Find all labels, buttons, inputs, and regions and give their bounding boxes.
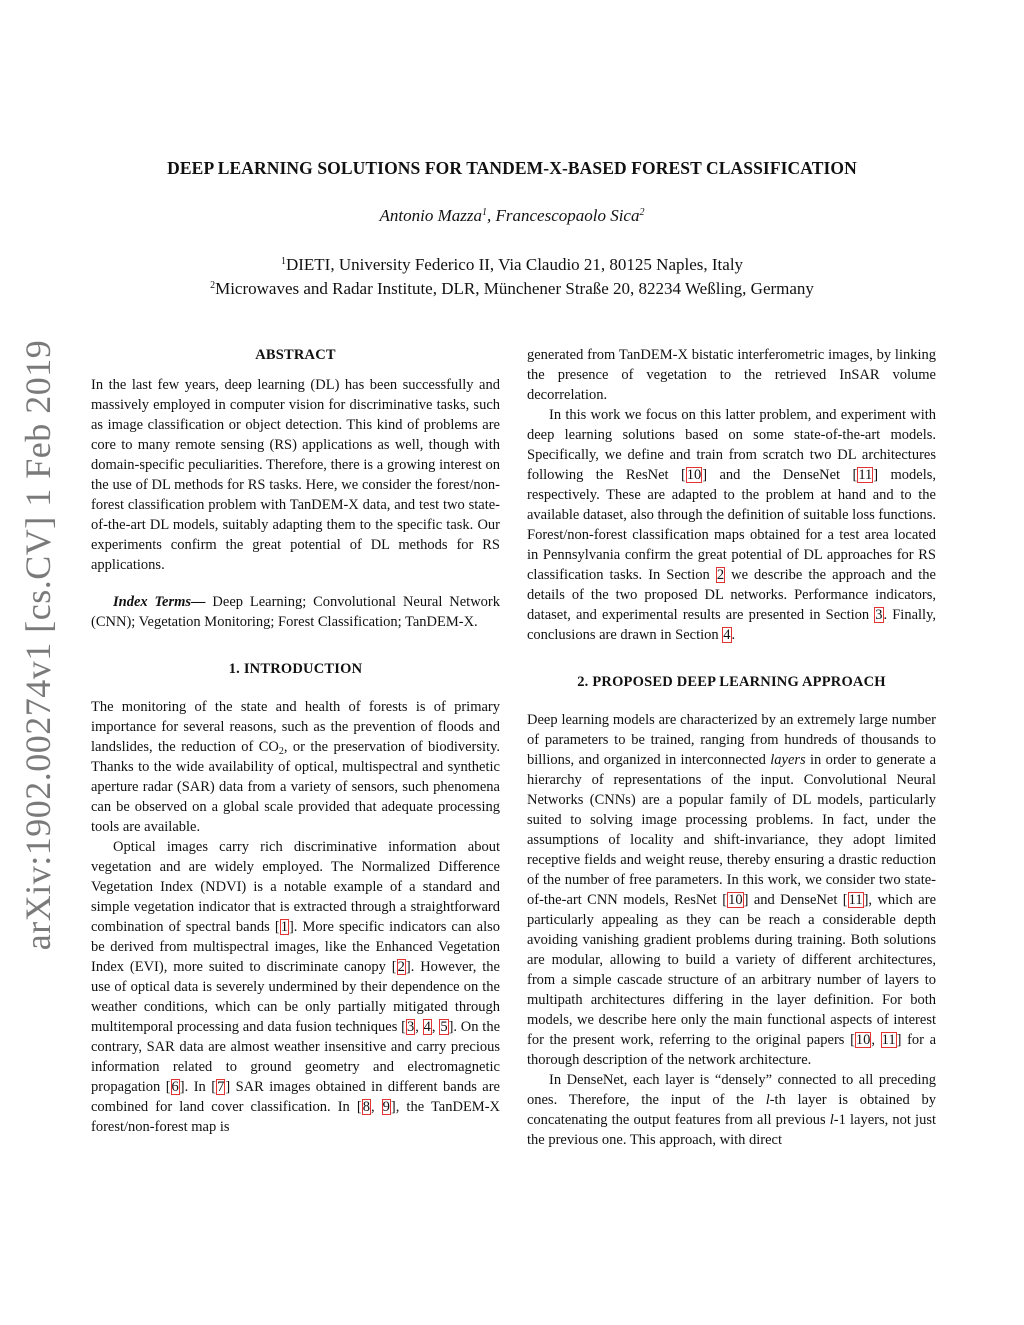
affiliation-1: [0, 255, 1024, 275]
citation-link[interactable]: 10: [728, 892, 743, 908]
arxiv-identifier: arXiv:1902.00274v1 [cs.CV] 1 Feb 2019: [18, 339, 58, 951]
affiliation-1-mark: 1: [280, 256, 286, 267]
introduction-heading: 1. INTRODUCTION: [228, 661, 363, 677]
math-l: l: [765, 1092, 770, 1108]
right-column: [527, 345, 936, 1150]
intro-continued-paragraph: generated from TanDEM-X bistatic interferometric images, by linking the presence of vegetation to the retrieved InSAR volume decorrelation.: [527, 347, 936, 403]
author-2-affil-mark: 2: [639, 207, 645, 218]
citation-link[interactable]: 7: [217, 1079, 225, 1095]
citation-link[interactable]: 11: [848, 892, 863, 908]
author-2: Francescopaolo Sica: [495, 206, 640, 225]
author-line: [0, 206, 1024, 226]
affiliation-1-text: DIETI, University Federico II, Via Claudio 21, 80125 Naples, Italy: [285, 255, 744, 274]
affiliation-2: [0, 279, 1024, 299]
affiliation-2-mark: 2: [210, 280, 216, 291]
math-l: l: [829, 1112, 834, 1128]
citation-link[interactable]: 6: [171, 1079, 179, 1095]
section-2-paragraph-2: In DenseNet, each layer is “densely” connected to all preceding ones. Therefore, the input of the l-th layer is obtained by concatenating the output features from all previous l-1 layers, not just the previous one. This approach, with direct: [527, 1072, 936, 1148]
paper-title: DEEP LEARNING SOLUTIONS FOR TANDEM-X-BASED FOREST CLASSIFICATION: [167, 158, 857, 178]
citation-link[interactable]: 1: [280, 919, 288, 935]
index-terms-label: Index Terms—: [113, 594, 206, 610]
citation-link[interactable]: 10: [855, 1032, 871, 1048]
author-1-affil-mark: 1: [481, 207, 487, 218]
citation-link[interactable]: 11: [881, 1032, 896, 1048]
left-column: [91, 345, 500, 1137]
citation-link[interactable]: 11: [858, 467, 873, 483]
section-2-paragraph-1: Deep learning models are characterized by an extremely large number of parameters to be trained, ranging from hundreds of thousands to billions, and organized in interconnected layers in order to generate a hierarchy of representations of the input. Convolutional Neural Networks (CNNs) are a popular family of DL models, particularly suited to solving image processing problems. In fact, under the assumptions of locality and shift-invariance, they adopt limited receptive fields and weight reuse, thereby ensuring a drastic reduction of the number of free parameters. In this work, we consider two state-of-the-art CNN models, ResNet [10] and DenseNet [11], which are particularly appealing as they can be reach a considerable depth avoiding vanishing gradient problems during training. Both solutions are modular, allowing to build a variety of different architectures, from a simple cascade structure of an arbitrary number of layers to multipath architectures differing in the layer definition. For both models, we describe here only the main functional aspects of interest for the present work, referring to the original papers [10, 11] for a thorough description of the network architecture.: [527, 712, 937, 1068]
citation-link[interactable]: 3: [407, 1019, 415, 1035]
citation-link[interactable]: 10: [686, 467, 702, 483]
citation-link[interactable]: 2: [397, 959, 405, 975]
intro-paragraph-3: In this work we focus on this latter problem, and experiment with deep learning solutions based on some state-of-the-art models. Specifically, we define and train from scratch two DL architectures following the ResNet [10] and the DenseNet [11] models, respectively. These are adapted to the problem at hand and to the available dataset, also through the definition of suitable loss functions. Forest/non-forest classification maps obtained for a test area located in Pennsylvania confirm the great potential of DL approaches for RS classification tasks. In Section 2 we describe the approach and the details of the two proposed DL networks. Performance indicators, dataset, and experimental results are presented in Section 3. Finally, conclusions are drawn in Section 4.: [527, 407, 937, 643]
affiliation-2-text: Microwaves and Radar Institute, DLR, Münchener Straße 20, 82234 Weßling, Germany: [215, 279, 814, 298]
index-terms: [91, 592, 500, 632]
section-link[interactable]: 3: [875, 607, 883, 623]
co2-subscript: 2: [278, 746, 284, 757]
intro-paragraph-2: Optical images carry rich discriminative information about vegetation and are widely employed. The Normalized Difference Vegetation Index (NDVI) is a notable example of a standard and simple vegetation indicator that is extracted through a straightforward combination of spectral bands [1]. More specific indicators can also be derived from multispectral images, like the Enhanced Vegetation Index (EVI), more suited to discriminate canopy [2]. However, the use of optical data is severely undermined by their dependence on the weather conditions, which can be only partially mitigated through multitemporal processing and data fusion techniques [3, 4, 5]. On the contrary, SAR data are almost weather insensitive and carry precious information related to ground geometry and electromagnetic propagation [6]. In [7] SAR images obtained in different bands are combined for land cover classification. In [8, 9], the TanDEM-X forest/non-forest map is: [91, 839, 501, 1135]
citation-link[interactable]: 4: [423, 1019, 431, 1035]
arxiv-sidebar-stamp: [18, 340, 58, 950]
abstract-heading: ABSTRACT: [255, 347, 336, 363]
layers-emphasis: layers: [770, 752, 806, 768]
section-link[interactable]: 2: [716, 567, 725, 583]
section-link[interactable]: 4: [723, 627, 731, 643]
index-terms-list: Deep Learning; Convolutional Neural Network (CNN); Vegetation Monitoring; Forest Classification; TanDEM-X.: [91, 594, 500, 630]
author-1: Antonio Mazza: [379, 206, 482, 225]
intro-paragraph-1: The monitoring of the state and health of forests is of primary importance for several reasons, such as the prevention of floods and landslides, the reduction of $CO_2$, or the preservation of biodiversity. Thanks to the wide availability of optical, multispectral and synthetic aperture radar (SAR) data from a variety of sensors, such phenomena can be observed on a global scale provided that adequate processing tools are available.: [91, 699, 501, 835]
citation-link[interactable]: 5: [440, 1019, 448, 1035]
citation-link[interactable]: 8: [362, 1099, 370, 1115]
abstract-text: In the last few years, deep learning (DL) has been successfully and massively employed in computer vision for discriminative tasks, such as image classification or object detection. This kind of problems are core to many remote sensing (RS) applications as well, though with domain-specific peculiarities. Therefore, there is a growing interest on the use of DL methods for RS tasks. Here, we consider the forest/non-forest classification problem with TanDEM-X data, and test two state-of-the-art DL models, suitably adapting them to the specific task. Our experiments confirm the great potential of DL methods for RS applications.: [91, 377, 500, 573]
section-2-heading: 2. PROPOSED DEEP LEARNING APPROACH: [577, 674, 886, 690]
author-separator: ,: [486, 206, 496, 225]
citation-link[interactable]: 9: [382, 1099, 390, 1115]
